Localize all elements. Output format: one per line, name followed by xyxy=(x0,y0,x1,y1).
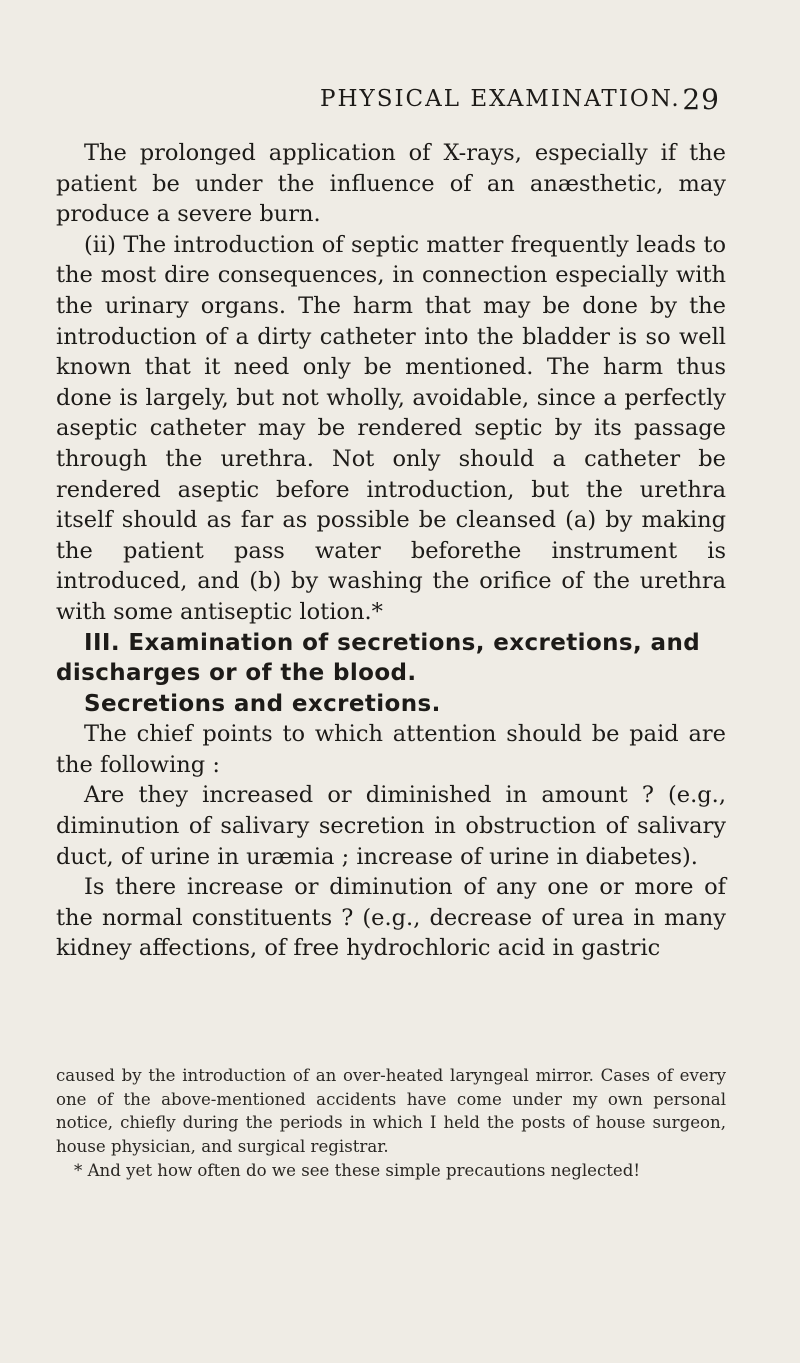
paragraph-constituents: Is there increase or diminution of any one or more of the normal constituents ? (e.g., decrease of urea in many kidney affections, of free hydrochloric acid in gastric xyxy=(56,874,726,962)
section-heading-examination: III. Examination of secretions, excretions, and discharges or of the blood. xyxy=(56,629,701,687)
body-text xyxy=(56,138,726,964)
paragraph-septic-matter: (ii) The introduction of septic matter frequently leads to the most dire consequences, in connection especially with the urinary organs. The harm that may be done by the introduction of a dirty catheter into the bladder is so well known that it need only be mentioned. The harm thus done is largely, but not wholly, avoidable, since a perfectly aseptic catheter may be rendered septic by its passage through the urethra. Not only should a catheter be rendered aseptic before introduction, but the urethra itself should as far as possible be cleansed (a) by making the patient pass water beforethe instrument is introduced, and (b) by washing the orifice of the urethra with some antiseptic lotion.* xyxy=(56,231,726,625)
subsection-heading-secretions: Secretions and excretions. xyxy=(84,690,441,717)
footnotes xyxy=(56,1064,726,1183)
paragraph-amount: Are they increased or diminished in amount ? (e.g., diminution of salivary secretion in obstruction of salivary duct, of urine in uræmia ; increase of urine in diabetes). xyxy=(56,782,726,870)
footnote-star: * And yet how often do we see these simple precautions neglected! xyxy=(74,1160,641,1180)
running-head: PHYSICAL EXAMINATION. xyxy=(320,86,681,112)
paragraph-chief-points: The chief points to which attention should be paid are the following : xyxy=(56,721,726,778)
page-header xyxy=(320,83,720,126)
paragraph-xray-burn: The prolonged application of X-rays, especially if the patient be under the influence of an anæsthetic, may produce a severe burn. xyxy=(56,140,726,228)
page-number: 29 xyxy=(682,83,720,116)
footnote-continued: caused by the introduction of an over-heated laryngeal mirror. Cases of every one of the above-mentioned accidents have come under my own personal notice, chiefly during the periods in which I held the posts of house surgeon, house physician, and surgical registrar. xyxy=(56,1066,726,1157)
